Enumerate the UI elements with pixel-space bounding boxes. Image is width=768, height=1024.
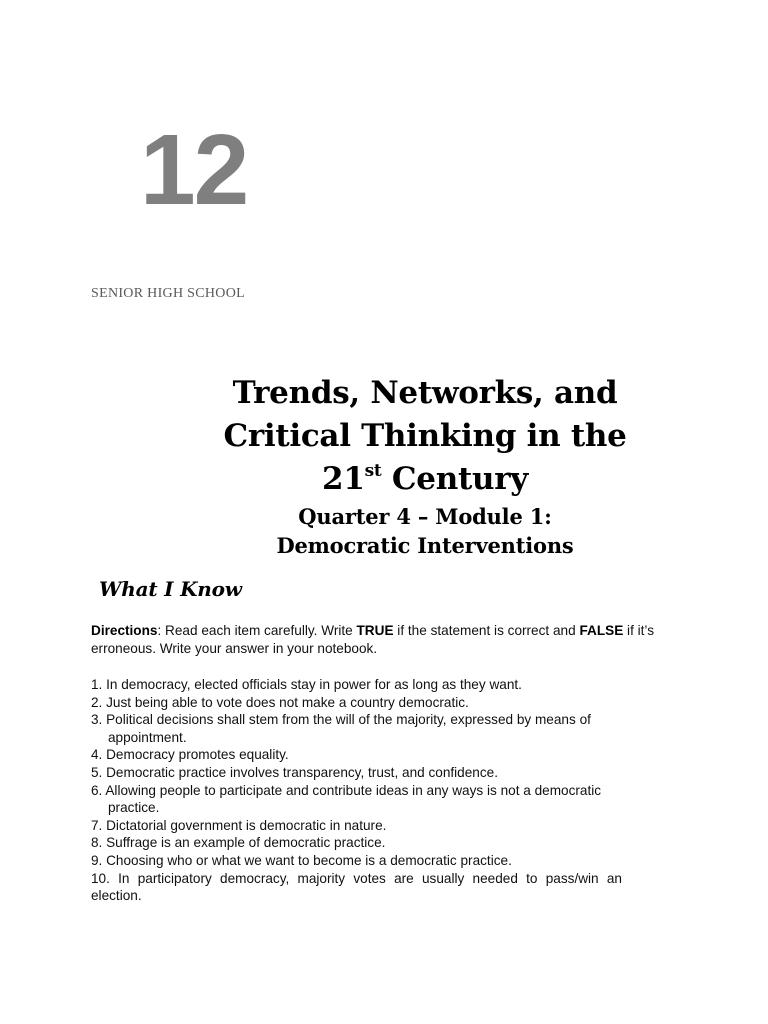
question-item: 4. Democracy promotes equality. (91, 747, 289, 763)
question-item: 3. Political decisions shall stem from the will of the majority, expressed by means of appointment. (91, 712, 591, 745)
directions-paragraph (91, 622, 654, 657)
question-item: 8. Suffrage is an example of democratic practice. (91, 835, 386, 851)
question-item: 9. Choosing who or what we want to become is a democratic practice. (91, 852, 512, 868)
directions-label: Directions (91, 623, 158, 638)
section-heading: What I Know (99, 577, 242, 601)
title-century: Century (381, 461, 528, 497)
question-item: 10. In participatory democracy, majority votes are usually needed to pass/win an election. (91, 870, 622, 904)
true-keyword: TRUE (356, 623, 394, 638)
school-level: SENIOR HIGH SCHOOL (91, 286, 245, 301)
module-title (170, 372, 680, 506)
title-number: 21 (322, 461, 365, 497)
module-topic: Democratic Interventions (276, 533, 574, 558)
question-item: 2. Just being able to vote does not make a country democratic. (91, 694, 469, 710)
question-list (91, 676, 654, 905)
question-item: 7. Dictatorial government is democratic in nature. (91, 817, 387, 833)
question-item: 6. Allowing people to participate and contribute ideas in any ways is not a democratic practice. (91, 782, 602, 816)
directions-text-1: : Read each item carefully. Write (157, 623, 357, 638)
grade-number: 12 (140, 114, 248, 226)
directions-text-2: if the statement is correct and (393, 623, 580, 638)
title-ordinal-suffix: st (364, 461, 382, 481)
quarter-module: Quarter 4 – Module 1: (298, 504, 552, 529)
title-line-2: Critical Thinking in the (223, 418, 627, 454)
title-line-3 (170, 458, 680, 506)
directions-text-3: if it’s erroneous. Write your answer in your notebook. (91, 623, 655, 656)
question-item: 1. In democracy, elected officials stay in power for as long as they want. (91, 677, 522, 692)
question-item: 5. Democratic practice involves transparency, trust, and confidence. (91, 764, 498, 780)
module-subtitle (170, 502, 680, 560)
false-keyword: FALSE (579, 623, 624, 638)
title-line-1: Trends, Networks, and (232, 375, 618, 411)
